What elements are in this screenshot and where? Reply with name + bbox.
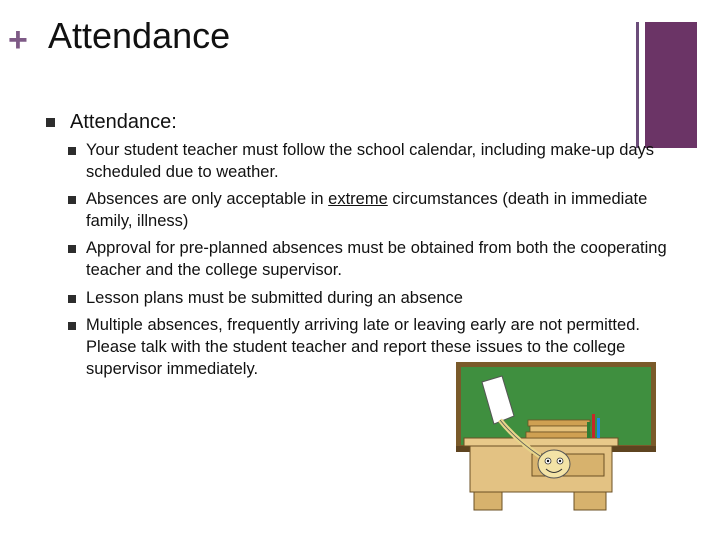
book bbox=[530, 426, 588, 432]
accent-bar-thin bbox=[636, 22, 639, 148]
accent-bar-thick bbox=[645, 22, 697, 148]
pencil bbox=[587, 422, 590, 438]
bullet-text: Lesson plans must be submitted during an absence bbox=[86, 289, 463, 307]
slide-title: Attendance bbox=[48, 15, 231, 56]
book bbox=[528, 420, 590, 426]
bullet-square-icon bbox=[68, 295, 76, 303]
bullet-text: Your student teacher must follow the school calendar, including make-up days scheduled due to weather. bbox=[86, 141, 655, 181]
bullet-text-pre: Absences are only acceptable in bbox=[86, 190, 329, 208]
bullet-text: Multiple absences, frequently arriving late or leaving early are not permitted. Please talk with the student teacher and report these issues to the college supervisor immediately. bbox=[86, 316, 640, 378]
bullet-square-icon bbox=[68, 322, 76, 330]
bullet-square-icon bbox=[68, 245, 76, 253]
bullet-square-icon bbox=[68, 196, 76, 204]
plus-icon: + bbox=[8, 21, 28, 59]
bullet-square-icon bbox=[46, 118, 55, 127]
bullet-square-icon bbox=[68, 147, 76, 155]
desk-leg-left bbox=[474, 492, 502, 510]
bullet-text bbox=[86, 188, 668, 232]
desk-top bbox=[464, 438, 618, 446]
bullet-text: Approval for pre-planned absences must be obtained from both the cooperating teacher and the college supervisor. bbox=[86, 239, 667, 279]
desk-leg-right bbox=[574, 492, 606, 510]
heading-text: Attendance: bbox=[70, 111, 177, 133]
character-pupil bbox=[559, 460, 561, 462]
teacher-desk-clipart-icon bbox=[456, 362, 656, 514]
book bbox=[526, 432, 590, 438]
pencil bbox=[592, 414, 595, 438]
character-head bbox=[538, 450, 570, 478]
character-pupil bbox=[547, 460, 549, 462]
bullet-text-emphasis: extreme bbox=[328, 190, 388, 208]
pencil bbox=[597, 418, 600, 438]
bullet-text-post: circumstances (death in immediate family, illness) bbox=[86, 190, 648, 230]
